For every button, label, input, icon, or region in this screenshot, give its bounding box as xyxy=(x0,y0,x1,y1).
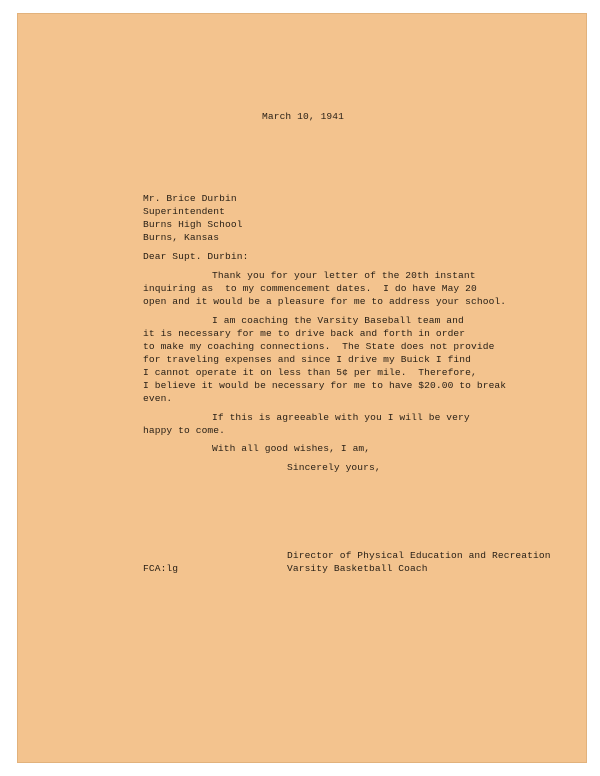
recipient-school: Burns High School xyxy=(143,219,243,230)
paragraph-line: I am coaching the Varsity Baseball team and xyxy=(212,315,464,326)
paragraph-line: it is necessary for me to drive back and forth in order xyxy=(143,328,466,339)
paragraph-line: I cannot operate it on less than 5¢ per mile. Therefore, xyxy=(143,367,477,378)
closing-wishes: With all good wishes, I am, xyxy=(212,443,371,454)
salutation: Dear Supt. Durbin: xyxy=(143,251,249,262)
letter-page xyxy=(17,13,587,763)
paragraph-line: I believe it would be necessary for me to have $20.00 to break xyxy=(143,380,507,391)
paragraph-line: even. xyxy=(143,393,173,404)
paragraph-line: open and it would be a pleasure for me to address your school. xyxy=(143,296,507,307)
paragraph-line: inquiring as to my commencement dates. I do have May 20 xyxy=(143,283,477,294)
recipient-name: Mr. Brice Durbin xyxy=(143,193,237,204)
recipient-location: Burns, Kansas xyxy=(143,232,220,243)
paragraph-line: If this is agreeable with you I will be very xyxy=(212,412,470,423)
signature-title-line: Director of Physical Education and Recreation xyxy=(287,550,551,561)
reference-initials: FCA:lg xyxy=(143,563,179,574)
paragraph-line: to make my coaching connections. The State does not provide xyxy=(143,341,495,352)
letter-date: March 10, 1941 xyxy=(262,111,345,122)
recipient-title: Superintendent xyxy=(143,206,226,217)
paragraph-line: for traveling expenses and since I drive my Buick I find xyxy=(143,354,472,365)
paragraph-line: happy to come. xyxy=(143,425,226,436)
closing: Sincerely yours, xyxy=(287,462,381,473)
signature-title-line: Varsity Basketball Coach xyxy=(287,563,428,574)
paragraph-line: Thank you for your letter of the 20th instant xyxy=(212,270,476,281)
